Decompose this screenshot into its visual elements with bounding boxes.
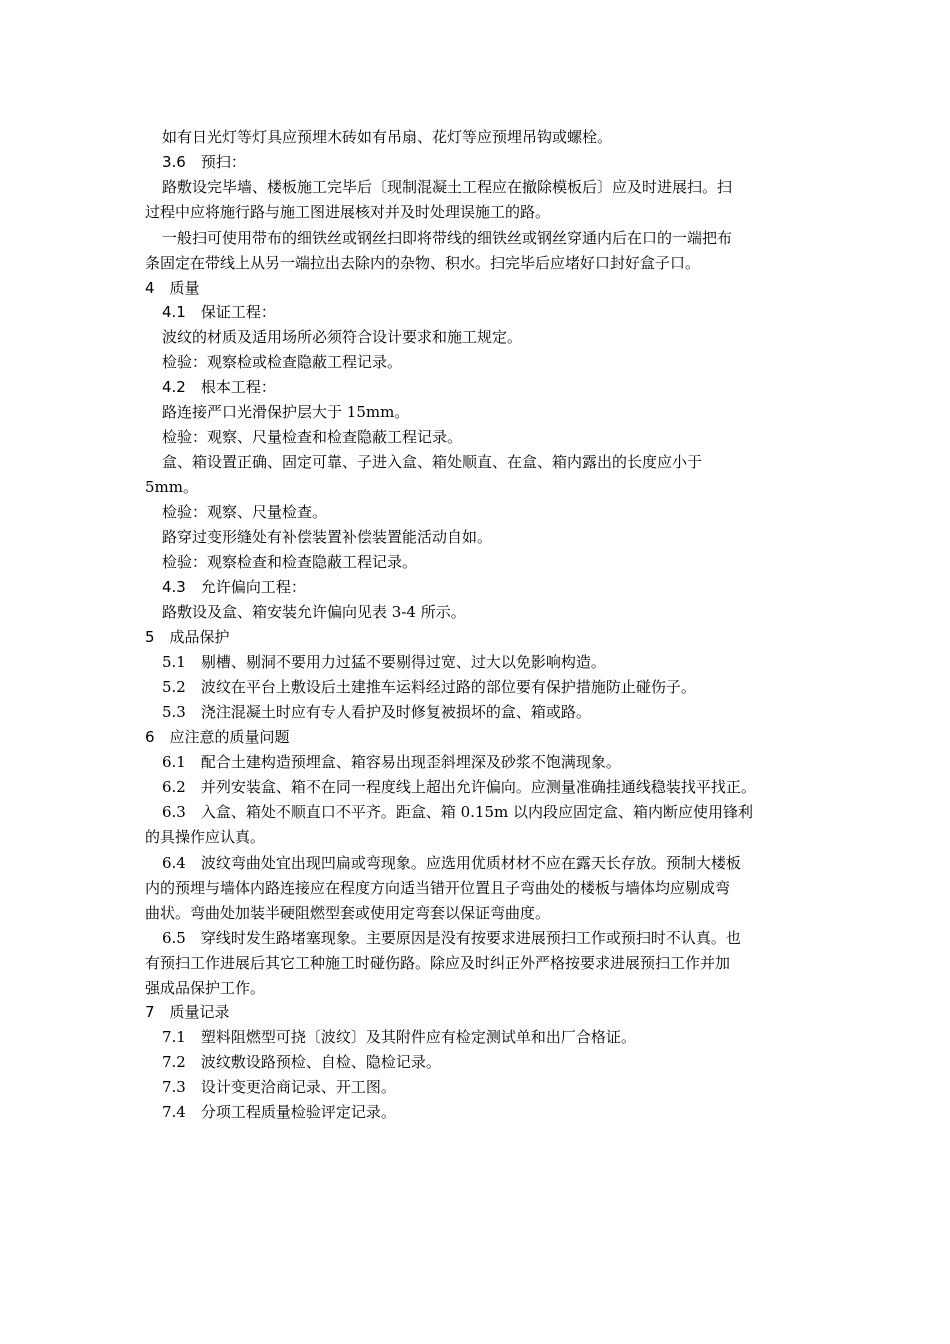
text-line: 5mm。 (145, 478, 198, 496)
text-line: 内的预埋与墙体内路连接应在程度方向适当错开位置且子弯曲处的楼板与墙体均应剔成弯 (145, 879, 731, 897)
text-line: 强成品保护工作。 (145, 979, 266, 997)
subsection-heading: 4.2 根本工程： (162, 378, 276, 396)
section-heading: 6 应注意的质量问题 (145, 728, 290, 746)
list-item: 6.5 穿线时发生路堵塞现象。主要原因是没有按要求进展预扫工作或预扫时不认真。也 (162, 929, 741, 947)
text-line: 有预扫工作进展后其它工种施工时碰伤路。除应及时纠正外严格按要求进展预扫工作并加 (145, 954, 731, 972)
list-item: 6.3 入盒、箱处不顺直口不平齐。距盒、箱 0.15m 以内段应固定盒、箱内断应使用锋利 (162, 803, 754, 821)
list-item: 5.2 波纹在平台上敷设后土建推车运料经过路的部位要有保护措施防止碰伤子。 (162, 678, 696, 696)
subsection-heading: 4.3 允许偏向工程： (162, 578, 306, 596)
list-item: 7.1 塑料阻燃型可挠〔波纹〕及其附件应有检定测试单和出厂合格证。 (162, 1028, 636, 1046)
text-line: 如有日光灯等灯具应预埋木砖如有吊扇、花灯等应预埋吊钩或螺栓。 (162, 128, 613, 146)
section-heading: 4 质量 (145, 279, 200, 297)
section-heading: 7 质量记录 (145, 1003, 230, 1021)
text-line: 检验：观察、尺量检查。 (162, 503, 328, 521)
text-line: 一般扫可使用带布的细铁丝或钢丝扫即将带线的细铁丝或钢丝穿通内后在口的一端把布 (162, 229, 733, 247)
text-line: 过程中应将施行路与施工图进展核对并及时处理误施工的路。 (145, 203, 551, 221)
list-item: 5.3 浇注混凝土时应有专人看护及时修复被损坏的盒、箱或路。 (162, 703, 591, 721)
text-line: 曲状。弯曲处加装半硬阻燃型套或使用定弯套以保证弯曲度。 (145, 904, 551, 922)
text-line: 路敷设完毕墙、楼板施工完毕后〔现制混凝土工程应在撤除模板后〕应及时进展扫。扫 (162, 178, 733, 196)
subsection-heading: 3.6 预扫： (162, 153, 246, 171)
section-heading: 5 成品保护 (145, 628, 230, 646)
text-line: 路穿过变形缝处有补偿装置补偿装置能活动自如。 (162, 528, 493, 546)
text-line: 盒、箱设置正确、固定可靠、子进入盒、箱处顺直、在盒、箱内露出的长度应小于 (162, 453, 703, 471)
text-line: 的具操作应认真。 (145, 828, 266, 846)
list-item: 6.1 配合土建构造预埋盒、箱容易出现歪斜埋深及砂浆不饱满现象。 (162, 753, 621, 771)
subsection-heading: 4.1 保证工程： (162, 303, 276, 321)
list-item: 5.1 剔槽、剔洞不要用力过猛不要剔得过宽、过大以免影响构造。 (162, 653, 606, 671)
text-line: 检验：观察检查和检查隐蔽工程记录。 (162, 553, 418, 571)
text-line: 路连接严口光滑保护层大于 15mm。 (162, 403, 410, 421)
list-item: 7.2 波纹敷设路预检、自检、隐检记录。 (162, 1053, 441, 1071)
list-item: 7.4 分项工程质量检验评定记录。 (162, 1103, 396, 1121)
list-item: 7.3 设计变更洽商记录、开工图。 (162, 1078, 396, 1096)
list-item: 6.4 波纹弯曲处宜出现凹扁或弯现象。应选用优质材材不应在露天长存放。预制大楼板 (162, 854, 741, 872)
list-item: 6.2 并列安装盒、箱不在同一程度线上超出允许偏向。应测量准确挂通线稳装找平找正。 (162, 778, 756, 796)
text-line: 路敷设及盒、箱安装允许偏向见表 3-4 所示。 (162, 603, 466, 621)
text-line: 波纹的材质及适用场所必须符合设计要求和施工规定。 (162, 328, 523, 346)
text-line: 检验：观察、尺量检查和检查隐蔽工程记录。 (162, 428, 463, 446)
text-line: 检验：观察检或检查隐蔽工程记录。 (162, 353, 403, 371)
text-line: 条固定在带线上从另一端拉出去除内的杂物、积水。扫完毕后应堵好口封好盒子口。 (145, 254, 701, 272)
